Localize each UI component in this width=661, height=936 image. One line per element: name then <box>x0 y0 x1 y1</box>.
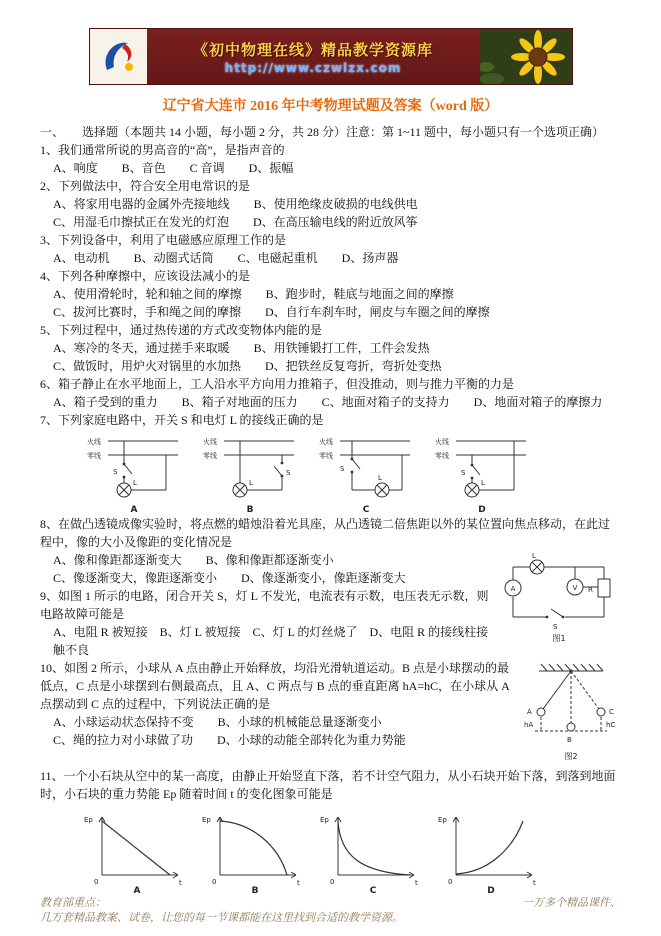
graph-a-axes <box>99 817 178 878</box>
question-11-stem: 11、一个小石块从空中的某一高度，由静止开始竖直下落，若不计空气阻力，从小石块开始下落，到落到地面时，小石块的重力势能 Ep 随着时间 t 的变化图象可能是 <box>40 769 616 801</box>
neutral-wire-label: 零线 <box>319 452 333 460</box>
circuit-a-wires <box>108 441 178 497</box>
circuit-b-letter: B <box>246 505 254 514</box>
graph-c-axes <box>335 817 414 878</box>
site-logo <box>90 29 147 84</box>
site-url-link[interactable]: http://www.czwlzx.com <box>224 60 402 75</box>
figure-1-wires <box>505 560 610 618</box>
site-banner <box>89 28 573 85</box>
lamp-label: L <box>532 552 536 560</box>
document-title: 辽宁省大连市 2016 年中考物理试题及答案（word 版） <box>162 99 499 114</box>
question-7-stem: 7、下列家庭电路中，开关 S 和电灯 L 的接线正确的是 <box>40 413 324 427</box>
banner-text-block <box>147 29 480 84</box>
point-b-label: B <box>567 736 572 744</box>
question-5-stem: 5、下列过程中，通过热传递的方式改变物体内能的是 <box>40 323 323 337</box>
question-10-options-cd: C、绳的拉力对小球做了功 D、小球的动能全部转化为重力势能 <box>53 733 406 747</box>
question-7 <box>40 411 621 514</box>
site-title: 《初中物理在线》精品教学资源库 <box>192 40 433 59</box>
circuit-a-letter: A <box>130 505 138 514</box>
circuit-diagram-b <box>202 432 298 514</box>
question-10 <box>40 659 621 761</box>
height-c-label: hC <box>606 721 616 729</box>
x-axis-label: t <box>533 879 536 887</box>
point-a-label: A <box>527 708 532 716</box>
question-2-options-ab: A、将家用电器的金属外壳接地线 B、使用绝缘皮破损的电线供电 <box>53 197 418 211</box>
graph-option-a <box>82 805 186 895</box>
question-8-options-ab: A、像和像距都逐渐变大 B、像和像距都逐渐变小 <box>53 553 334 567</box>
question-10-stem: 10、如图 2 所示，小球从 A 点由静止开始释放，均沿光滑轨道运动。B 点是小球摆动的最低点，C 点是小球摆到右侧最高点，且 A、C 两点与 B 点的垂直距离 hA=hC，在小球从 A 点摆动到 C 点的过程中，下列说法正确的是 <box>40 661 510 711</box>
live-wire-label: 火线 <box>87 438 101 446</box>
question-4 <box>40 267 621 321</box>
sunflower-image <box>480 29 572 84</box>
question-7-diagrams <box>86 432 621 514</box>
circuit-d-letter: D <box>478 505 486 514</box>
ammeter-label: A <box>510 585 516 593</box>
origin-label: 0 <box>330 878 335 886</box>
x-axis-label: t <box>297 879 300 887</box>
circuit-c-letter: C <box>362 505 370 514</box>
graph-option-c <box>318 805 422 895</box>
question-3 <box>40 231 621 267</box>
voltmeter-label: V <box>572 584 578 592</box>
circuit-diagram-a <box>86 432 182 514</box>
y-axis-label: Ep <box>320 816 329 824</box>
question-1 <box>40 141 621 177</box>
origin-label: 0 <box>212 878 217 886</box>
question-1-stem: 1、我们通常所说的男高音的“高”，是指声音的 <box>40 143 285 157</box>
circuit-diagram-c <box>318 432 414 514</box>
switch-label: S <box>286 469 291 477</box>
live-wire-label: 火线 <box>203 438 217 446</box>
question-2-stem: 2、下列做法中，符合安全用电常识的是 <box>40 179 251 193</box>
question-10-options-ab: A、小球运动状态保持不变 B、小球的机械能总量逐渐变小 <box>53 715 382 729</box>
sunflower-shapes <box>480 29 572 84</box>
exam-content <box>0 123 661 895</box>
live-wire-label: 火线 <box>435 438 449 446</box>
origin-label: 0 <box>94 878 99 886</box>
figure-2-shapes <box>535 664 607 731</box>
question-6-stem: 6、箱子静止在水平地面上，工人沿水平方向用力推箱子，但没推动，则与推力平衡的力是 <box>40 377 515 391</box>
question-3-options: A、电动机 B、动圈式话筒 C、电磁起重机 D、扬声器 <box>53 251 399 265</box>
question-8-stem: 8、在做凸透镜成像实验时，将点燃的蜡烛沿着光具座，从凸透镜二倍焦距以外的某位置向焦点移动，在此过程中，像的大小及像距的变化情况是 <box>40 517 611 549</box>
figure-1 <box>499 551 621 643</box>
resistor-label: R <box>588 586 593 594</box>
origin-label: 0 <box>448 878 453 886</box>
graph-d-letter: D <box>487 886 495 895</box>
lamp-label: L <box>481 479 485 487</box>
lamp-label: L <box>378 474 382 482</box>
switch-label: S <box>113 468 118 476</box>
graph-option-b <box>200 805 304 895</box>
question-9-options: A、电阻 R 被短接 B、灯 L 被短接 C、灯 L 的灯丝烧了 D、电阻 R 的接线柱接触不良 <box>53 625 489 657</box>
question-5-options-cd: C、做饭时，用炉火对锅里的水加热 D、把铁丝反复弯折，弯折处变热 <box>53 359 442 373</box>
lamp-label: L <box>133 479 137 487</box>
figure-2-pendulum <box>521 659 621 765</box>
question-4-options-ab: A、使用滑轮时，轮和轴之间的摩擦 B、跑步时，鞋底与地面之间的摩擦 <box>53 287 454 301</box>
figure-2-caption: 图2 <box>564 752 578 761</box>
circuit-c-wires <box>340 441 410 497</box>
question-1-options: A、响度 B、音色 C 音调 D、振幅 <box>53 161 294 175</box>
footer-left-line-2: 几万套精品教案、试卷，让您的每一节课都能在这里找到合适的教学资源。 <box>40 911 403 924</box>
question-5-options-ab: A、寒冷的冬天，通过搓手来取暖 B、用铁锤锻打工件，工件会发热 <box>53 341 430 355</box>
question-3-stem: 3、下列设备中，利用了电磁感应原理工作的是 <box>40 233 287 247</box>
question-4-stem: 4、下列各种摩擦中，应该设法减小的是 <box>40 269 251 283</box>
figure-1-circuit <box>499 551 621 643</box>
x-axis-label: t <box>415 879 418 887</box>
sunflower-icon <box>480 29 572 84</box>
point-c-label: C <box>609 708 614 716</box>
neutral-wire-label: 零线 <box>435 452 449 460</box>
question-4-options-cd: C、拔河比赛时，手和绳之间的摩擦 D、自行车刹车时，闸皮与车圈之间的摩擦 <box>53 305 490 319</box>
graph-b-axes <box>217 817 296 878</box>
y-axis-label: Ep <box>438 816 447 824</box>
question-6-options: A、箱子受到的重力 B、箱子对地面的压力 C、地面对箱子的支持力 D、地面对箱子的摩擦力 <box>53 395 603 409</box>
figure-2 <box>521 659 621 765</box>
circuit-d-wires <box>456 441 526 497</box>
switch-label: S <box>340 465 345 473</box>
y-axis-label: Ep <box>84 816 93 824</box>
question-9-stem: 9、如图 1 所示的电路，闭合开关 S，灯 L 不发光，电流表有示数，电压表无示数，则电路故障可能是 <box>40 589 489 621</box>
question-6 <box>40 375 621 411</box>
page-footer <box>0 895 661 936</box>
lamp-label: L <box>249 479 253 487</box>
footer-right-line-1: 一万多个精品课件、 <box>522 896 621 909</box>
neutral-wire-label: 零线 <box>203 452 217 460</box>
x-axis-label: t <box>179 879 182 887</box>
question-5 <box>40 321 621 375</box>
question-11-graphs <box>82 805 621 895</box>
switch-label: S <box>461 469 466 477</box>
graph-option-d <box>436 805 540 895</box>
neutral-wire-label: 零线 <box>87 452 101 460</box>
site-logo-icon <box>95 34 141 80</box>
graph-c-letter: C <box>369 886 377 895</box>
height-a-label: hA <box>524 721 534 729</box>
question-8-options-cd: C、像逐渐变大，像距逐渐变小 D、像逐渐变小，像距逐渐变大 <box>53 571 406 585</box>
graph-d-axes <box>453 817 532 878</box>
footer-row-1 <box>40 895 621 910</box>
graph-a-letter: A <box>133 886 141 895</box>
question-2-options-cd: C、用湿毛巾擦拭正在发光的灯泡 D、在高压输电线的附近放风筝 <box>53 215 418 229</box>
circuit-diagram-d <box>434 432 530 514</box>
live-wire-label: 火线 <box>319 438 333 446</box>
logo-shapes <box>106 42 133 70</box>
question-2 <box>40 177 621 231</box>
switch-label: S <box>553 623 558 631</box>
figure-1-caption: 图1 <box>552 634 566 643</box>
y-axis-label: Ep <box>202 816 211 824</box>
circuit-b-wires <box>224 441 294 497</box>
section-heading: 一、 选择题（本题共 14 小题，每小题 2 分，共 28 分）注意：第 1~11 题中，每小题只有一个选项正确） <box>40 125 605 139</box>
question-11 <box>40 767 621 895</box>
graph-b-letter: B <box>251 886 259 895</box>
footer-left-line-1: 教育部重点： <box>40 896 106 909</box>
